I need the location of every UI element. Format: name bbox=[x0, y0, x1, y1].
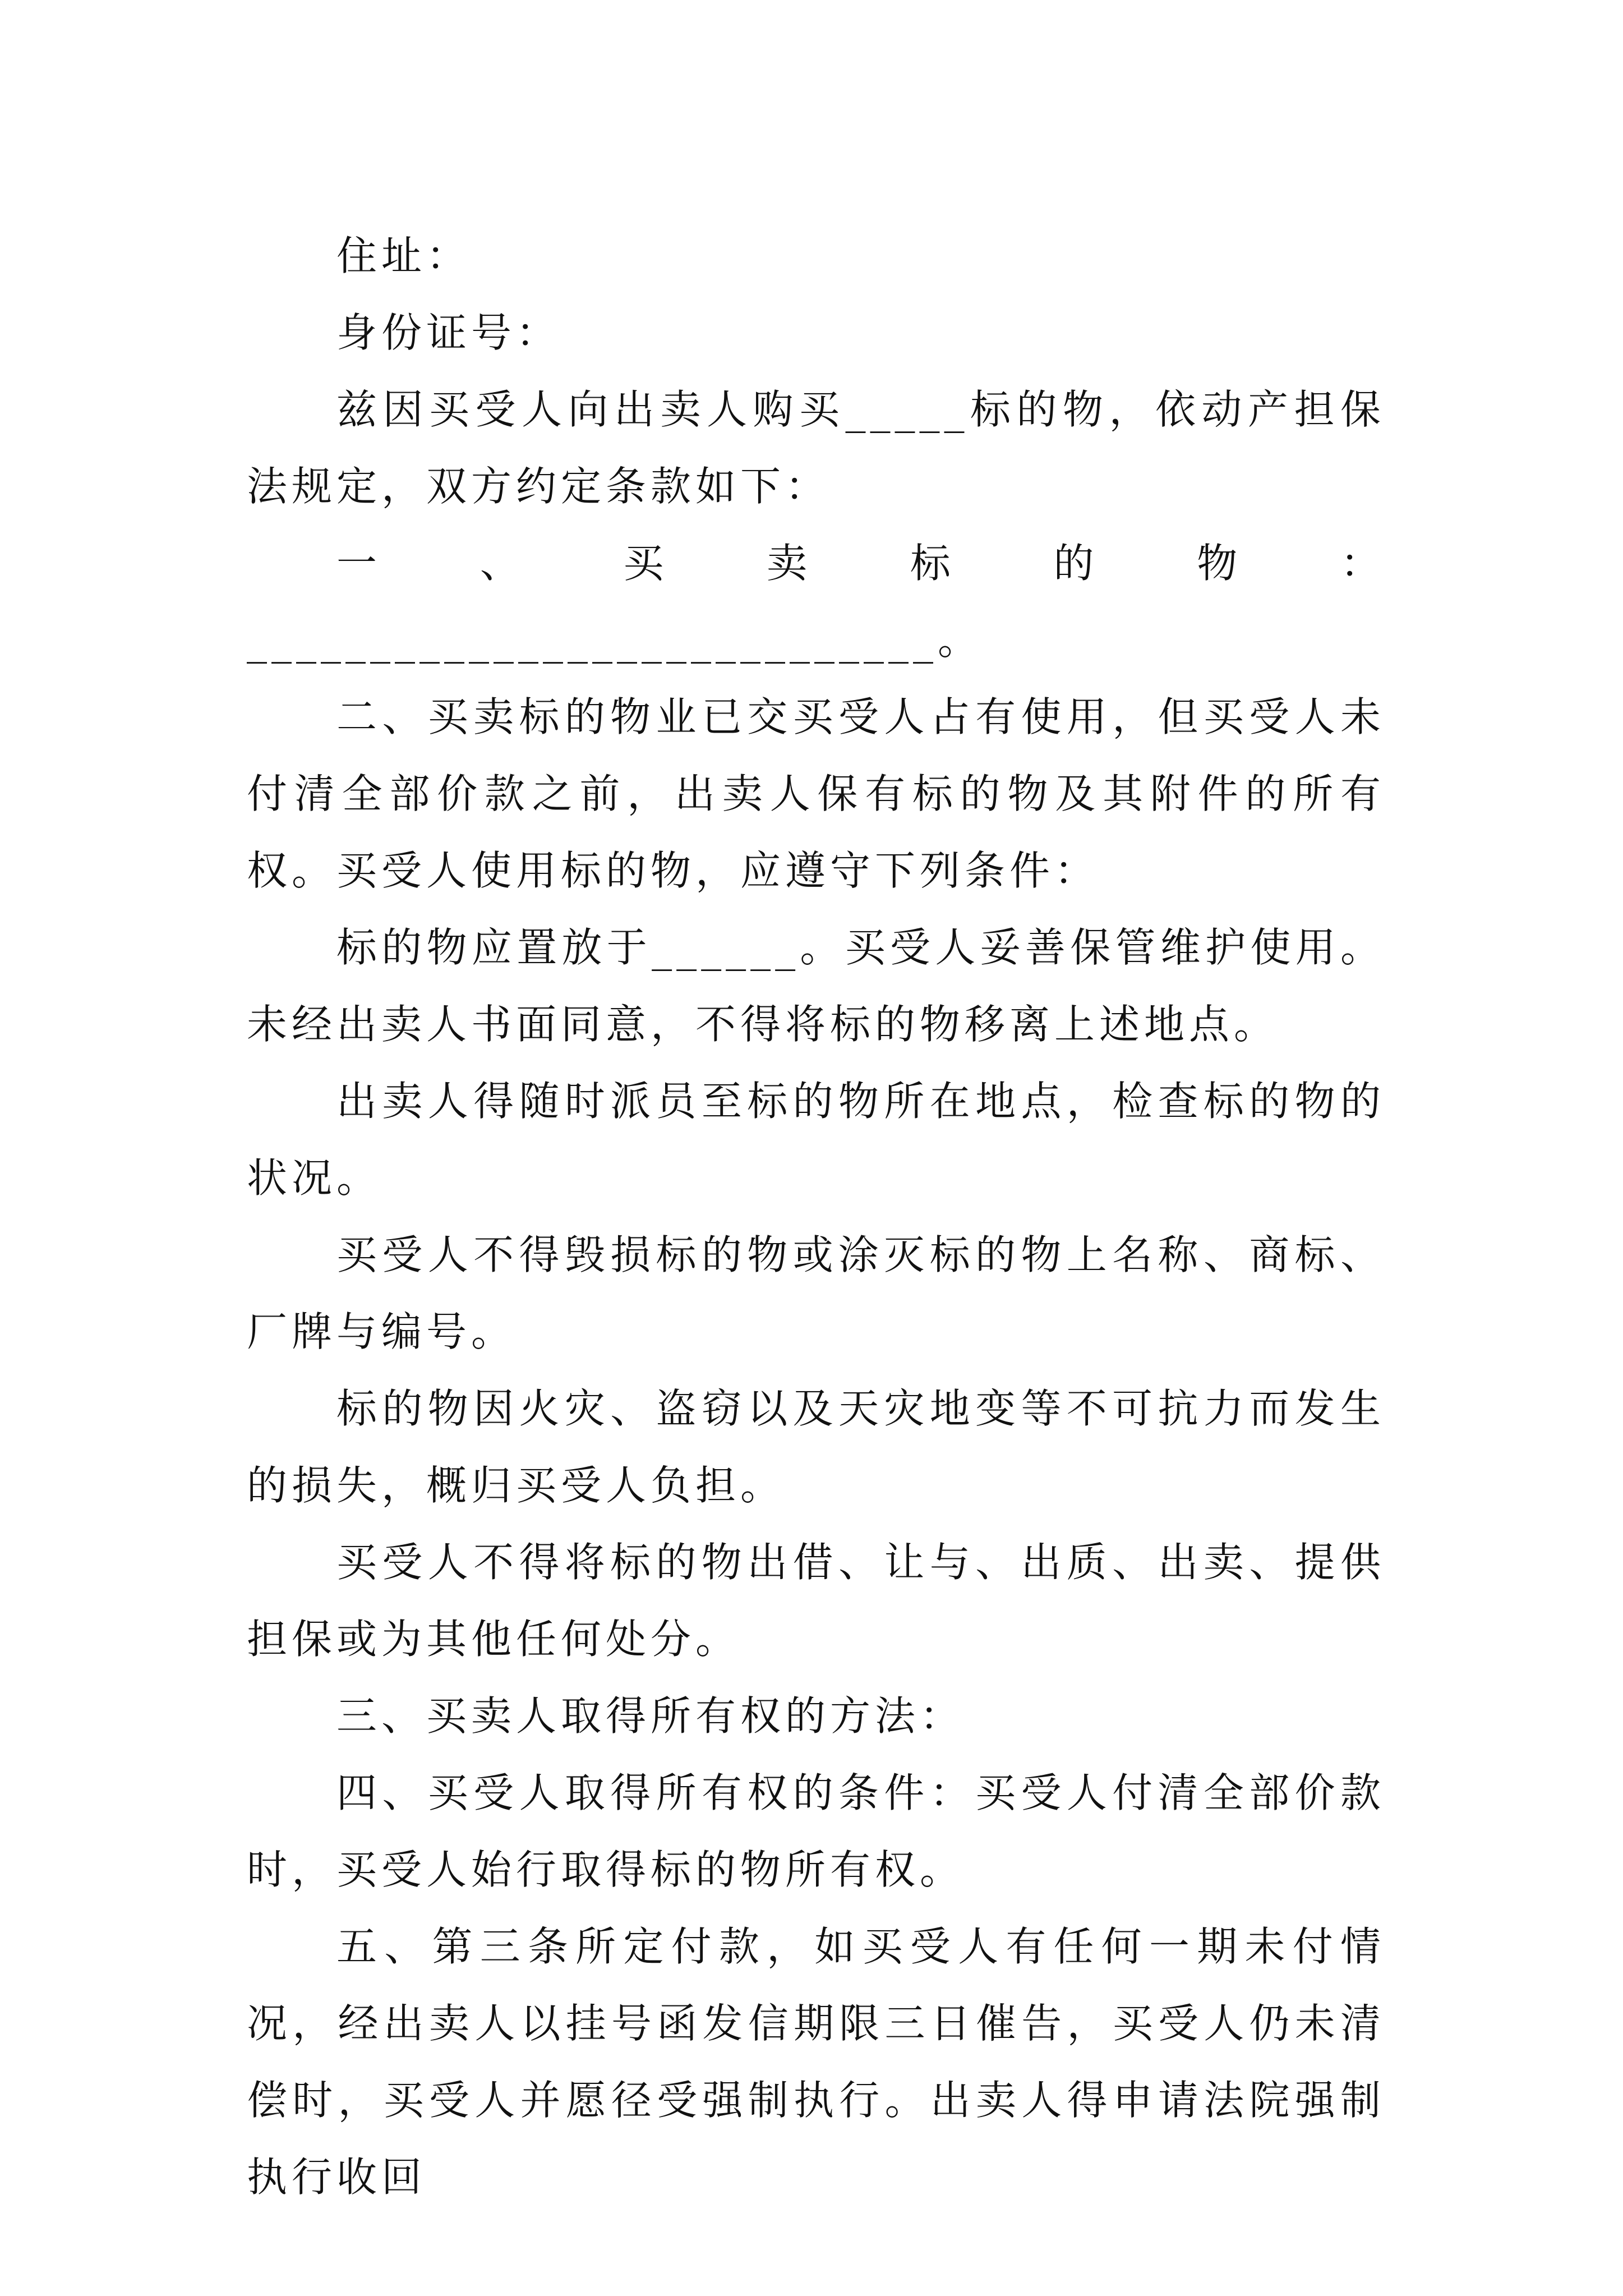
paragraph-clause-1: 一、买卖标的物：____________________________。 bbox=[247, 540, 1385, 664]
paragraph-clause-5: 五、第三条所定付款，如买受人有任何一期未付情况，经出卖人以挂号函发信期限三日催告，买受人仍未清偿时，买受人并愿径受强制执行。出卖人得申请法院强制执行收回 bbox=[247, 1923, 1385, 2201]
paragraph-preamble: 兹因买受人向出卖人购买_____标的物，依动产担保法规定，双方约定条款如下： bbox=[247, 386, 1385, 510]
paragraph-clause-2: 二、买卖标的物业已交买受人占有使用，但买受人未付清全部价款之前，出卖人保有标的物及其附件的所有权。买受人使用标的物，应遵守下列条件： bbox=[247, 693, 1385, 894]
paragraph-condition-loss: 标的物因火灾、盗窃以及天灾地变等不可抗力而发生的损失，概归买受人负担。 bbox=[247, 1385, 1385, 1509]
paragraph-condition-inspection: 出卖人得随时派员至标的物所在地点，检查标的物的状况。 bbox=[247, 1078, 1385, 1202]
paragraph-condition-disposal: 买受人不得将标的物出借、让与、出质、出卖、提供担保或为其他任何处分。 bbox=[247, 1539, 1385, 1663]
paragraph-address: 住址： bbox=[336, 232, 472, 279]
paragraph-id-number: 身份证号： bbox=[336, 309, 561, 356]
paragraph-clause-4: 四、买受人取得所有权的条件：买受人付清全部价款时，买受人始行取得标的物所有权。 bbox=[247, 1769, 1385, 1893]
paragraph-clause-3: 三、买卖人取得所有权的方法： bbox=[336, 1692, 965, 1740]
paragraph-condition-location: 标的物应置放于______。买受人妥善保管维护使用。未经出卖人书面同意，不得将标的物移离上述地点。 bbox=[247, 924, 1385, 1048]
document-body bbox=[247, 218, 1385, 2216]
paragraph-condition-marks: 买受人不得毁损标的物或涂灭标的物上名称、商标、厂牌与编号。 bbox=[247, 1231, 1385, 1355]
